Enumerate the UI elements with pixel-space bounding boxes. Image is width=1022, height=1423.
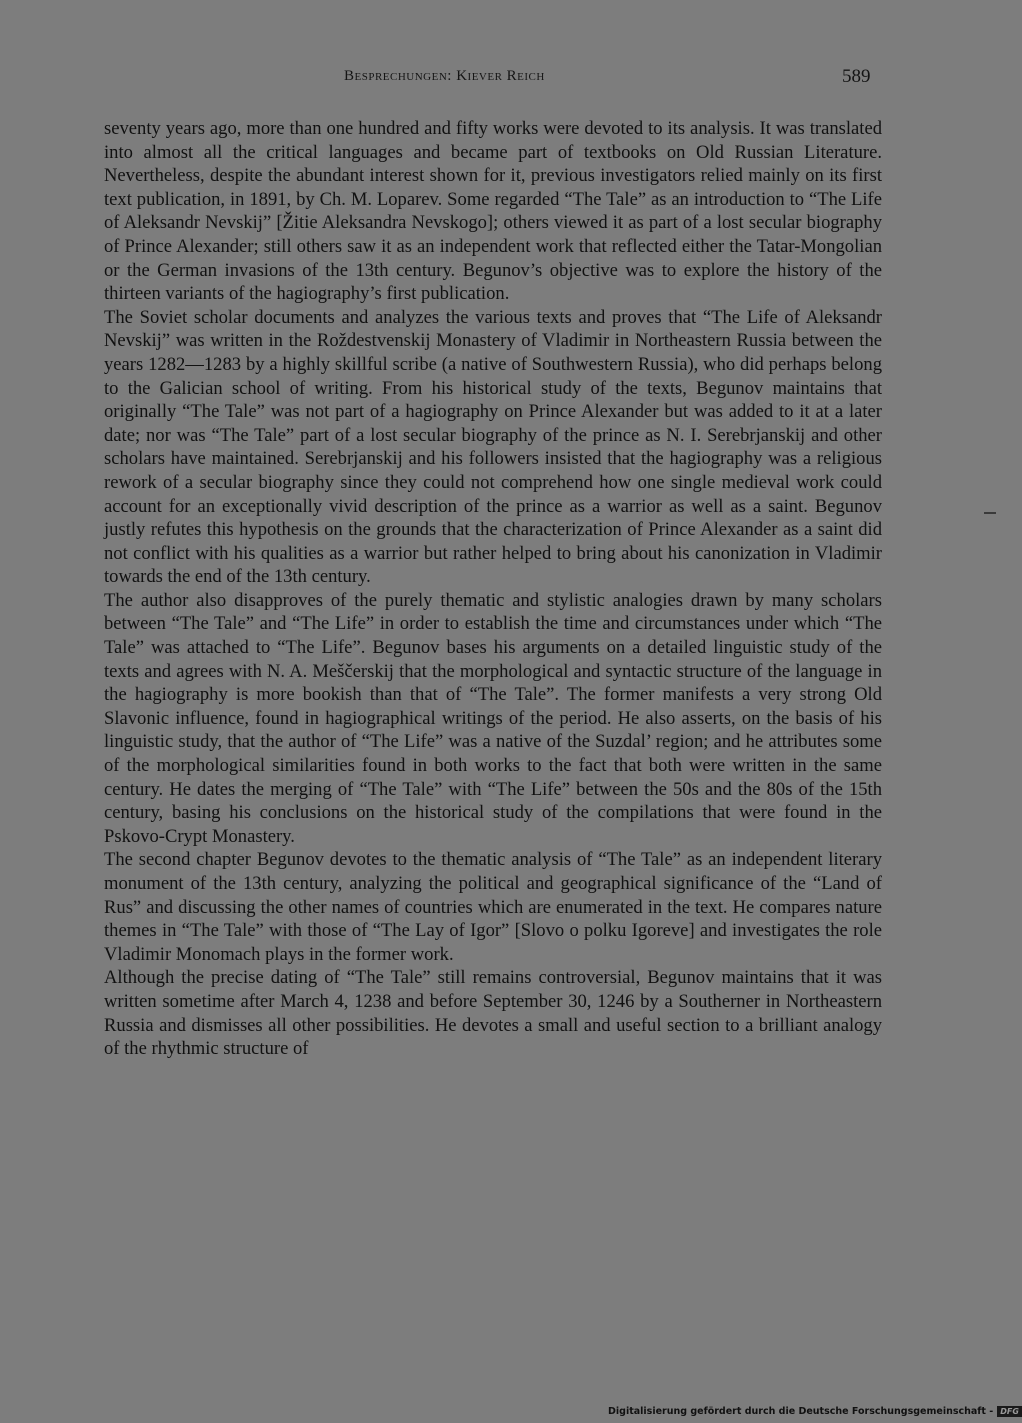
dfg-logo-icon: DFG: [997, 1406, 1022, 1417]
body-text: [104, 117, 882, 1061]
paragraph: The Soviet scholar documents and analyzes the various texts and proves that “The Life of Aleksandr Nevskij” was written in the Roždestvenskij Monastery of Vladimir in Northeastern Russia between the years 1282—1283 by a highly skillful scribe (a native of Southwestern Russia), who did perhaps belong to the Galician school of writing. From his historical study of the texts, Begunov maintains that originally “The Tale” was not part of a hagiography on Prince Alexander but was added to it at a later date; nor was “The Tale” part of a lost secular biography of the prince as N. I. Serebrjanskij and other scholars have maintained. Serebrjanskij and his followers insisted that the hagiography was a religious rework of a secular biography since they could not comprehend how one single medieval work could account for an exceptionally vivid description of the prince as a warrior as well as a saint. Begunov justly refutes this hypothesis on the grounds that the characterization of Prince Alexander as a saint did not conflict with his qualities as a warrior but rather helped to bring about his canonization in Vladimir towards the end of the 13th century.: [104, 306, 882, 588]
paragraph: Although the precise dating of “The Tale” still remains controversial, Begunov maintains that it was written sometime after March 4, 1238 and before September 30, 1246 by a Southerner in Northeastern Russia and dismisses all other possibilities. He devotes a small and useful section to a brilliant analogy of the rhythmic structure of: [104, 967, 882, 1060]
running-head: Besprechungen: Kiever Reich: [344, 68, 545, 84]
paragraph: The second chapter Begunov devotes to the thematic analysis of “The Tale” as an independent literary monument of the 13th century, analyzing the political and geographical significance of the “Land of Rus” and discussing the other names of countries which are enumerated in the text. He compares nature themes in “The Tale” with those of “The Lay of Igor” [Slovo o polku Igoreve] and investigates the role Vladimir Monomach plays in the former work.: [104, 849, 882, 965]
footer-text: Digitalisierung gefördert durch die Deutsche Forschungsgemeinschaft -: [608, 1406, 994, 1417]
scan-edge-mark: [984, 512, 996, 514]
digitization-footer: [608, 1406, 1022, 1417]
paragraph: seventy years ago, more than one hundred and fifty works were devoted to its analysis. It was translated into almost all the critical languages and became part of textbooks on Old Russian Literature. Nevertheless, despite the abundant interest shown for it, previous investigators relied mainly on its first text publication, in 1891, by Ch. M. Loparev. Some regarded “The Tale” as an introduction to “The Life of Aleksandr Nevskij” [Žitie Aleksandra Nevskogo]; others viewed it as part of a lost secular biography of Prince Alexander; still others saw it as an independent work that reflected either the Tatar-Mongolian or the German invasions of the 13th century. Begunov’s objective was to explore the history of the thirteen variants of the hagiography’s first publication.: [104, 118, 882, 305]
paragraph: The author also disapproves of the purely thematic and stylistic analogies drawn by many scholars between “The Tale” and “The Life” in order to establish the time and circumstances under which “The Tale” was attached to “The Life”. Begunov bases his arguments on a detailed linguistic study of the texts and agrees with N. A. Meščerskij that the morphological and syntactic structure of the language in the hagiography is more bookish than that of “The Tale”. The former manifests a very strong Old Slavonic influence, found in hagiographical writings of the period. He also asserts, on the basis of his linguistic study, that the author of “The Life” was a native of the Suzdal’ region; and he attributes some of the morphological similarities found in both works to the fact that both were written in the same century. He dates the merging of “The Tale” with “The Life” between the 50s and the 80s of the 15th century, basing his conclusions on the historical study of the compilations that were found in the Pskovo-Crypt Monastery.: [104, 589, 882, 847]
page-number: 589: [842, 66, 871, 87]
